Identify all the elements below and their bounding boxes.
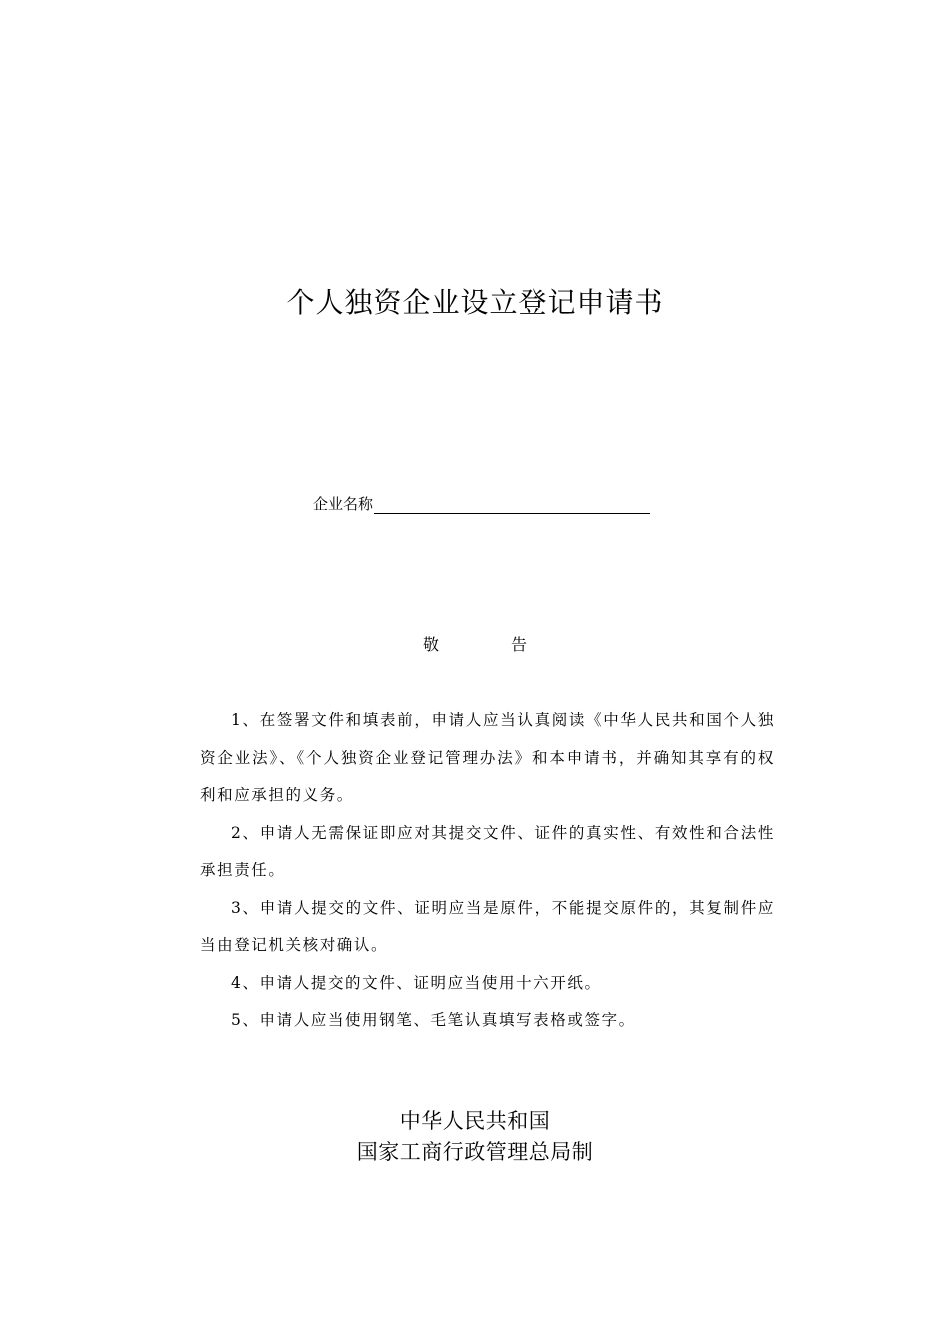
notice-item-4: 4、申请人提交的文件、证明应当使用十六开纸。 xyxy=(231,973,602,992)
notice-item-1: 1、在签署文件和填表前，申请人应当认真阅读《中华人民共和国个人独资企业法》、《个人独资企业登记管理办法》和本申请书，并确知其享有的权利和应承担的义务。 xyxy=(200,711,775,804)
notice-item-5: 5、申请人应当使用钢笔、毛笔认真填写表格或签字。 xyxy=(231,1011,636,1029)
notice-heading-left: 敬 xyxy=(422,635,439,654)
company-name-label: 企业名称 xyxy=(313,495,374,513)
document-title: 个人独资企业设立登记申请书 xyxy=(286,286,664,319)
company-name-blank[interactable] xyxy=(374,491,650,514)
issuer-line-country: 中华人民共和国 xyxy=(399,1109,551,1133)
notice-heading-right: 告 xyxy=(511,635,528,654)
notice-item-2: 2、申请人无需保证即应对其提交文件、证件的真实性、有效性和合法性承担责任。 xyxy=(200,823,775,879)
company-name-field-row xyxy=(313,490,650,516)
issuer-block xyxy=(0,1106,950,1168)
notice-list xyxy=(200,702,775,1040)
notice-item-3: 3、申请人提交的文件、证明应当是原件，不能提交原件的，其复制件应当由登记机关核对确认。 xyxy=(200,898,775,954)
issuer-line-agency: 国家工商行政管理总局制 xyxy=(356,1140,594,1164)
notice-heading xyxy=(0,633,950,657)
